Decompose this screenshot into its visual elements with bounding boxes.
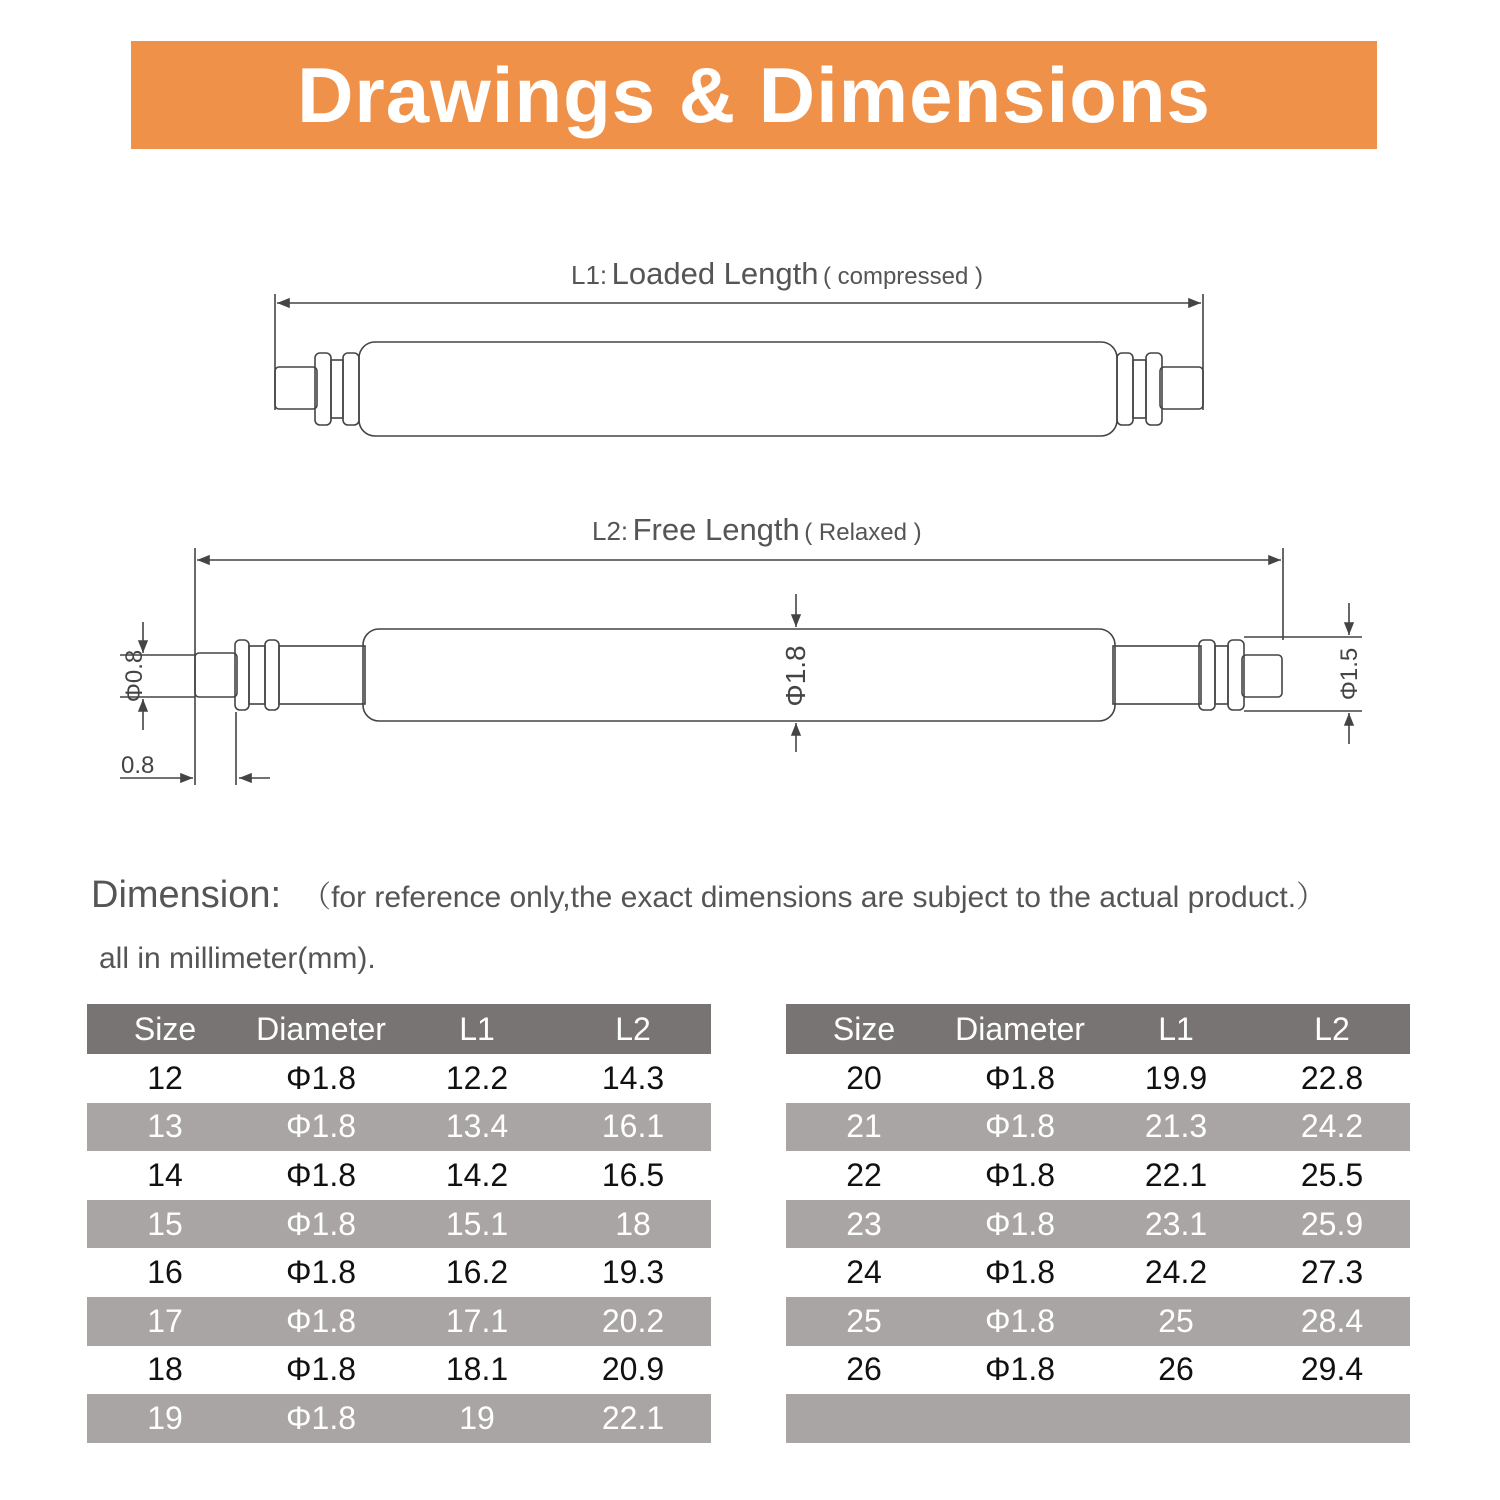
table-cell: 13.4 xyxy=(399,1103,555,1152)
table-cell: 24.2 xyxy=(1098,1248,1254,1297)
table-row xyxy=(87,1103,711,1152)
collar-diameter-label: Φ1.5 xyxy=(1336,647,1363,701)
table-row xyxy=(786,1200,1410,1249)
free-length-label: L2: Free Length ( Relaxed ) xyxy=(592,512,922,547)
table-row xyxy=(87,1200,711,1249)
table-cell: 13 xyxy=(87,1103,243,1152)
table-cell: Φ1.8 xyxy=(243,1394,399,1443)
table-row xyxy=(87,1297,711,1346)
free-length-arrow xyxy=(195,548,1283,785)
table-cell: Φ1.8 xyxy=(942,1200,1098,1249)
table-cell: 12.2 xyxy=(399,1054,555,1103)
table-cell: Φ1.8 xyxy=(942,1054,1098,1103)
table-cell: 14 xyxy=(87,1151,243,1200)
column-header: Diameter xyxy=(942,1004,1098,1054)
table-cell: 25 xyxy=(1098,1297,1254,1346)
table-cell: Φ1.8 xyxy=(243,1248,399,1297)
table-cell: 15.1 xyxy=(399,1200,555,1249)
table-cell: 16.2 xyxy=(399,1248,555,1297)
table-cell: 17 xyxy=(87,1297,243,1346)
column-header: L2 xyxy=(1254,1004,1410,1054)
table-cell: 19.9 xyxy=(1098,1054,1254,1103)
table-cell: 25.9 xyxy=(1254,1200,1410,1249)
table-cell: 26 xyxy=(786,1346,942,1395)
table-cell: 22.8 xyxy=(1254,1054,1410,1103)
table-cell: 18.1 xyxy=(399,1346,555,1395)
table-row xyxy=(87,1394,711,1443)
table-row xyxy=(87,1054,711,1103)
page-title: Drawings & Dimensions xyxy=(297,50,1211,139)
table-row xyxy=(786,1346,1410,1395)
table-cell: 24.2 xyxy=(1254,1103,1410,1152)
table-cell xyxy=(1098,1394,1254,1443)
table-cell: Φ1.8 xyxy=(243,1103,399,1152)
table-cell: 22.1 xyxy=(1098,1151,1254,1200)
table-cell: 25 xyxy=(786,1297,942,1346)
table-cell: 12 xyxy=(87,1054,243,1103)
table-cell: 20.9 xyxy=(555,1346,711,1395)
table-cell: 19.3 xyxy=(555,1248,711,1297)
table-cell: 14.2 xyxy=(399,1151,555,1200)
table-cell: 17.1 xyxy=(399,1297,555,1346)
table-cell: Φ1.8 xyxy=(243,1054,399,1103)
table-cell: 20 xyxy=(786,1054,942,1103)
table-cell: 24 xyxy=(786,1248,942,1297)
table-row xyxy=(786,1248,1410,1297)
table-cell: 15 xyxy=(87,1200,243,1249)
body-diameter-label: Φ1.8 xyxy=(780,645,811,707)
table-header xyxy=(87,1004,711,1054)
column-header: L1 xyxy=(1098,1004,1254,1054)
table-cell: 26 xyxy=(1098,1346,1254,1395)
table-cell: 25.5 xyxy=(1254,1151,1410,1200)
table-cell: Φ1.8 xyxy=(243,1200,399,1249)
tip-length-label: 0.8 xyxy=(121,752,155,779)
column-header: Diameter xyxy=(243,1004,399,1054)
column-header: L2 xyxy=(555,1004,711,1054)
loaded-spring-bar xyxy=(275,342,1203,436)
table-cell xyxy=(786,1394,942,1443)
table-row xyxy=(87,1248,711,1297)
column-header: L1 xyxy=(399,1004,555,1054)
table-row xyxy=(786,1297,1410,1346)
table-cell xyxy=(1254,1394,1410,1443)
table-cell: Φ1.8 xyxy=(942,1346,1098,1395)
dimension-table-right xyxy=(786,1004,1410,1443)
table-cell: 27.3 xyxy=(1254,1248,1410,1297)
table-cell: 22.1 xyxy=(555,1394,711,1443)
table-cell: Φ1.8 xyxy=(942,1103,1098,1152)
table-cell xyxy=(942,1394,1098,1443)
table-row xyxy=(786,1151,1410,1200)
table-cell: 28.4 xyxy=(1254,1297,1410,1346)
unit-note: all in millimeter(mm). xyxy=(99,942,376,975)
loaded-length-arrow xyxy=(275,294,1203,410)
table-cell: 19 xyxy=(399,1394,555,1443)
table-cell: 23.1 xyxy=(1098,1200,1254,1249)
dimension-note: Dimension: （for reference only,the exact dimensions are subject to the actual product.） xyxy=(91,874,1327,916)
table-cell: Φ1.8 xyxy=(942,1297,1098,1346)
table-cell: 23 xyxy=(786,1200,942,1249)
table-cell: 18 xyxy=(87,1346,243,1395)
table-row xyxy=(87,1346,711,1395)
table-row xyxy=(87,1151,711,1200)
table-cell: 19 xyxy=(87,1394,243,1443)
table-cell: 16 xyxy=(87,1248,243,1297)
column-header: Size xyxy=(786,1004,942,1054)
free-spring-bar xyxy=(195,629,1282,721)
table-cell: 16.1 xyxy=(555,1103,711,1152)
table-cell: Φ1.8 xyxy=(243,1297,399,1346)
table-cell: 29.4 xyxy=(1254,1346,1410,1395)
table-cell: 21 xyxy=(786,1103,942,1152)
table-cell: 20.2 xyxy=(555,1297,711,1346)
table-cell: 16.5 xyxy=(555,1151,711,1200)
column-header: Size xyxy=(87,1004,243,1054)
loaded-length-label: L1: Loaded Length ( compressed ) xyxy=(571,256,983,291)
dimension-table-left xyxy=(87,1004,711,1443)
tip-diameter-label: Φ0.8 xyxy=(121,649,148,703)
table-cell: Φ1.8 xyxy=(942,1248,1098,1297)
table-cell: Φ1.8 xyxy=(243,1346,399,1395)
table-row xyxy=(786,1394,1410,1443)
table-cell: Φ1.8 xyxy=(243,1151,399,1200)
table-row xyxy=(786,1054,1410,1103)
table-cell: 18 xyxy=(555,1200,711,1249)
table-header xyxy=(786,1004,1410,1054)
table-cell: Φ1.8 xyxy=(942,1151,1098,1200)
table-cell: 22 xyxy=(786,1151,942,1200)
table-cell: 21.3 xyxy=(1098,1103,1254,1152)
table-row xyxy=(786,1103,1410,1152)
table-cell: 14.3 xyxy=(555,1054,711,1103)
